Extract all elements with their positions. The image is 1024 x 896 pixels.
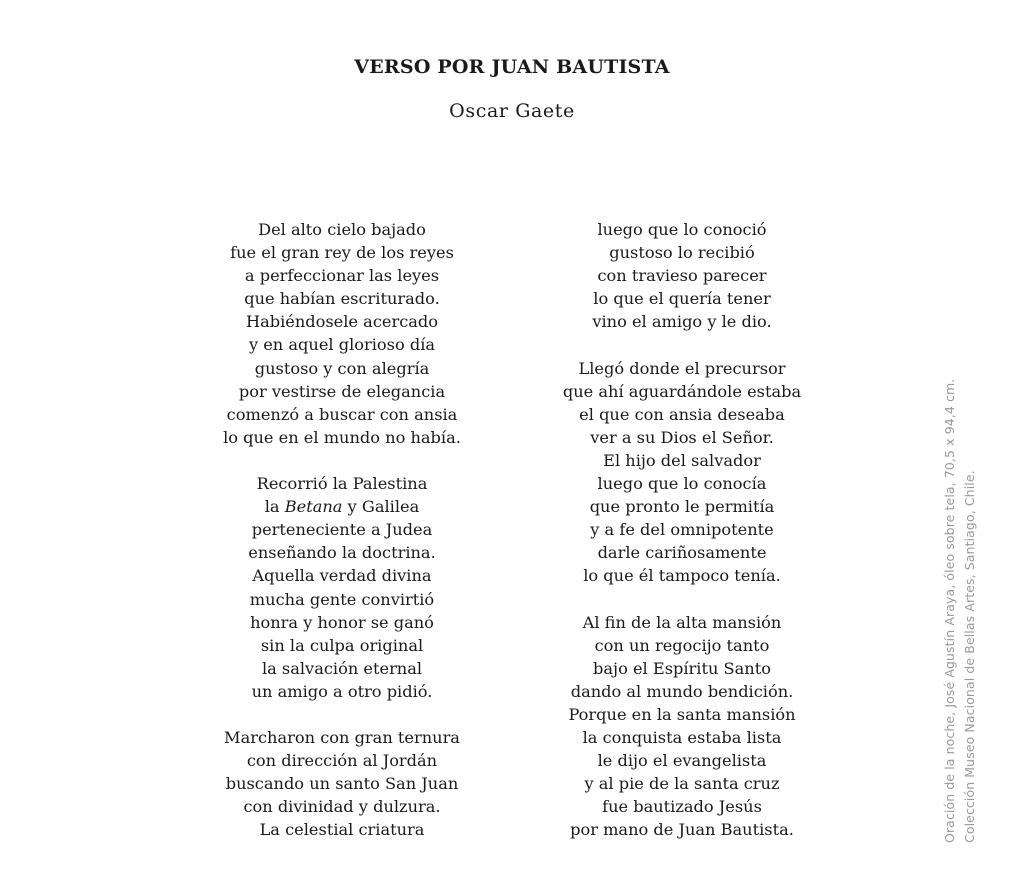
verse-line: sin la culpa original bbox=[260, 635, 424, 655]
verse-line: dando al mundo bendición. bbox=[570, 681, 794, 701]
verse-line: Recorrió la Palestina bbox=[256, 474, 428, 494]
verse-line: perteneciente a Judea bbox=[251, 520, 433, 540]
verse-line: buscando un santo San Juan bbox=[225, 774, 459, 794]
poem-column-right bbox=[537, 218, 827, 842]
verse-fragment: la bbox=[264, 497, 280, 517]
poem-title: VERSO POR JUAN BAUTISTA bbox=[354, 56, 670, 78]
verse-line: mucha gente convirtió bbox=[249, 589, 435, 609]
caption-line-2: Colección Museo Nacional de Bellas Artes, Santiago, Chile. bbox=[962, 470, 977, 843]
verse-line: que ahí aguardándole estaba bbox=[562, 381, 802, 401]
verse-line: bajo el Espíritu Santo bbox=[593, 658, 771, 678]
verse-line: con un regocijo tanto bbox=[594, 635, 770, 655]
verse-line: la salvación eternal bbox=[261, 658, 423, 678]
verse-line: y al pie de la santa cruz bbox=[584, 774, 780, 794]
verse-line: fue el gran rey de los reyes bbox=[230, 243, 454, 263]
verse-line: a perfeccionar las leyes bbox=[244, 266, 440, 286]
caption-line-1: Oración de la noche, José Agustín Araya, óleo sobre tela, 70,5 x 94,4 cm. bbox=[942, 378, 957, 843]
stanza-5 bbox=[537, 357, 827, 588]
verse-line: lo que el quería tener bbox=[593, 289, 771, 309]
verse-line: le dijo el evangelista bbox=[597, 751, 767, 771]
verse-line: y en aquel glorioso día bbox=[248, 335, 436, 355]
verse-line: por mano de Juan Bautista. bbox=[570, 820, 794, 840]
verse-line: comenzó a buscar con ansia bbox=[226, 404, 458, 424]
verse-line: gustoso lo recibió bbox=[609, 243, 755, 263]
verse-line: ver a su Dios el Señor. bbox=[590, 427, 774, 447]
verse-line: Llegó donde el precursor bbox=[578, 358, 786, 378]
verse-line: con dirección al Jordán bbox=[246, 751, 438, 771]
verse-line: Habiéndosele acercado bbox=[245, 312, 439, 332]
verse-line: el que con ansia deseaba bbox=[579, 404, 785, 424]
verse-line: honra y honor se ganó bbox=[250, 612, 434, 632]
verse-line: darle cariñosamente bbox=[597, 543, 767, 563]
stanza-3 bbox=[197, 726, 487, 841]
verse-line: Porque en la santa mansión bbox=[568, 704, 796, 724]
verse-line: Aquella verdad divina bbox=[252, 566, 432, 586]
verse-line: y a fe del omnipotente bbox=[590, 520, 774, 540]
poem-author: Oscar Gaete bbox=[449, 100, 575, 122]
verse-fragment: y Galilea bbox=[347, 497, 420, 517]
verse-line: que pronto le permitía bbox=[589, 497, 775, 517]
stanza-1 bbox=[197, 218, 487, 449]
image-caption bbox=[940, 323, 980, 843]
verse-line: Al fin de la alta mansión bbox=[582, 612, 782, 632]
stanza-6 bbox=[537, 611, 827, 842]
verse-line: enseñando la doctrina. bbox=[248, 543, 436, 563]
verse-line: fue bautizado Jesús bbox=[602, 797, 762, 817]
stanza-4 bbox=[537, 218, 827, 333]
verse-line: Marcharon con gran ternura bbox=[224, 728, 460, 748]
verse-line: que habían escriturado. bbox=[244, 289, 440, 309]
verse-line: La celestial criatura bbox=[259, 820, 425, 840]
verse-line: por vestirse de elegancia bbox=[238, 381, 446, 401]
verse-line: El hijo del salvador bbox=[603, 450, 761, 470]
verse-italic-word: Betana bbox=[284, 497, 343, 517]
verse-line: lo que él tampoco tenía. bbox=[583, 566, 781, 586]
verse-line: con divinidad y dulzura. bbox=[243, 797, 441, 817]
verse-line: Del alto cielo bajado bbox=[258, 220, 426, 239]
verse-line bbox=[197, 495, 487, 518]
verse-line: un amigo a otro pidió. bbox=[251, 681, 433, 701]
stanza-2 bbox=[197, 472, 487, 703]
verse-line: vino el amigo y le dio. bbox=[592, 312, 772, 332]
verse-line: lo que en el mundo no había. bbox=[223, 427, 461, 447]
verse-line: la conquista estaba lista bbox=[582, 728, 782, 748]
verse-line: con travieso parecer bbox=[597, 266, 767, 286]
verse-line: luego que lo conocía bbox=[597, 474, 767, 494]
verse-line: luego que lo conoció bbox=[597, 220, 767, 239]
poem-column-left bbox=[197, 218, 487, 842]
verse-line: gustoso y con alegría bbox=[254, 358, 430, 378]
